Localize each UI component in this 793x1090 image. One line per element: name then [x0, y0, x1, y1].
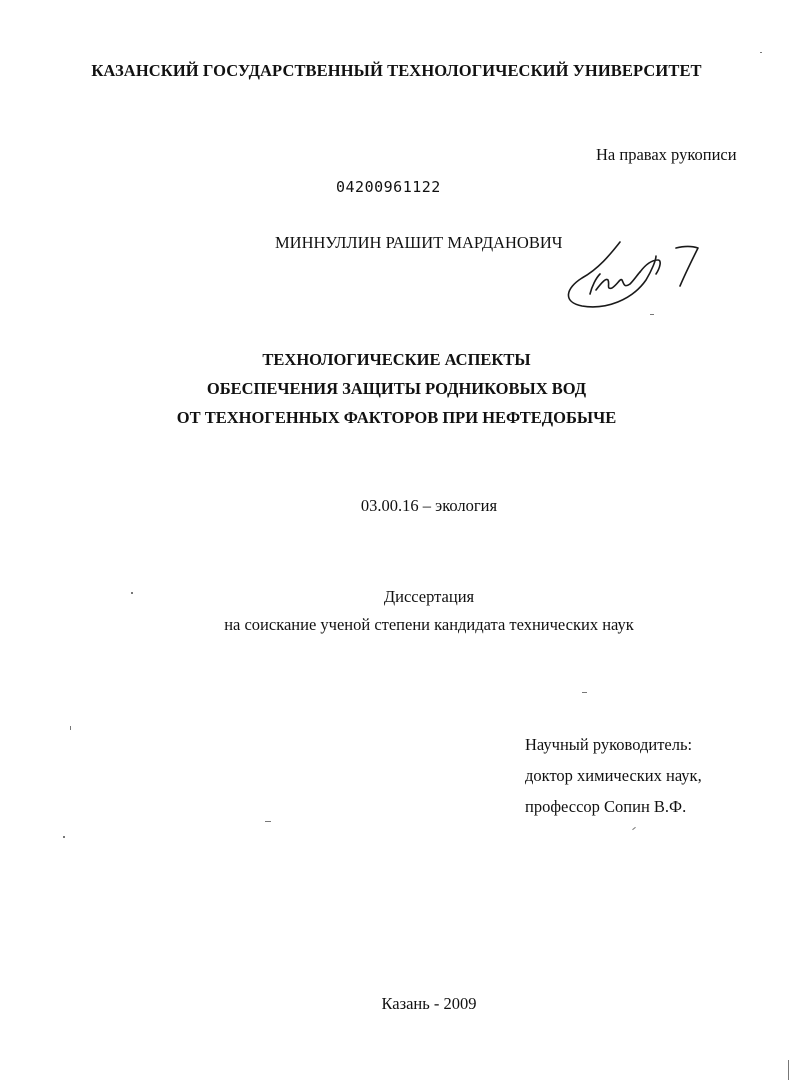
- dissertation-type: Диссертация: [383, 587, 475, 606]
- scan-speck: [582, 692, 587, 693]
- scan-speck: [650, 314, 654, 315]
- scan-speck: [788, 1060, 789, 1080]
- advisor-label: Научный руководитель:: [525, 735, 693, 754]
- title-line: ОБЕСПЕЧЕНИЯ ЗАЩИТЫ РОДНИКОВЫХ ВОД: [206, 379, 587, 398]
- scientific-advisor: [525, 729, 702, 822]
- rights-note: На правах рукописи: [596, 145, 737, 164]
- scan-speck: [760, 52, 762, 53]
- registration-code: 04200961122: [336, 178, 441, 196]
- university-name: КАЗАНСКИЙ ГОСУДАРСТВЕННЫЙ ТЕХНОЛОГИЧЕСКИЙ УНИВЕРСИТЕТ: [91, 61, 702, 80]
- title-line: ОТ ТЕХНОГЕННЫХ ФАКТОРОВ ПРИ НЕФТЕДОБЫЧЕ: [176, 408, 617, 427]
- dissertation-degree-block: [0, 583, 793, 639]
- scan-speck: [265, 821, 271, 822]
- dissertation-degree: на соискание ученой степени кандидата технических наук: [224, 615, 634, 634]
- specialty-code: 03.00.16 – экология: [360, 496, 498, 515]
- scan-speck: [70, 726, 71, 730]
- title-line: ТЕХНОЛОГИЧЕСКИЕ АСПЕКТЫ: [262, 350, 531, 369]
- city-year: Казань - 2009: [381, 994, 477, 1013]
- scan-speck: [63, 836, 65, 838]
- scan-speck: [632, 827, 636, 830]
- dissertation-title: [0, 345, 793, 432]
- author-name: МИННУЛЛИН РАШИТ МАРДАНОВИЧ: [275, 233, 563, 252]
- author-signature: [560, 230, 710, 320]
- advisor-degree: доктор химических наук,: [525, 766, 702, 785]
- advisor-name: профессор Сопин В.Ф.: [525, 797, 687, 816]
- scan-speck: [131, 592, 133, 594]
